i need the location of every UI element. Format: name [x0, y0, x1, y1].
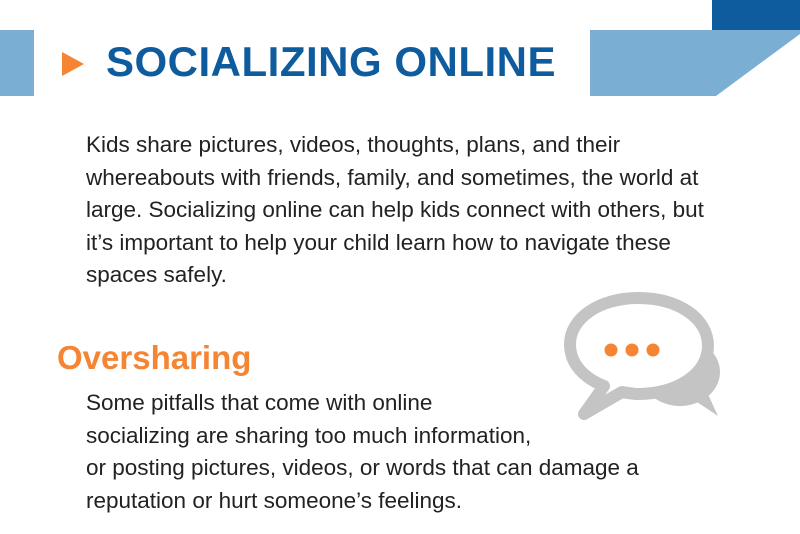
paragraph-line: or posting pictures, videos, or words that can damage a	[86, 455, 639, 480]
paragraph-line: Some pitfalls that come with online	[86, 390, 433, 415]
oversharing-paragraph	[86, 387, 639, 517]
page-title: SOCIALIZING ONLINE	[106, 38, 556, 85]
intro-paragraph: Kids share pictures, videos, thoughts, plans, and their whereabouts with friends, family, and sometimes, the world at large. Socializing online can help kids connect with others, but it’s important to help your child learn how to navigate these spaces safely.	[86, 132, 704, 287]
paragraph-line: reputation or hurt someone’s feelings.	[86, 487, 463, 513]
paragraph-line: socializing are sharing too much information,	[86, 422, 532, 448]
top-right-decorative-band	[712, 0, 800, 30]
chat-bubbles-icon	[560, 292, 735, 422]
play-arrow-icon	[62, 52, 84, 76]
right-decorative-band	[590, 30, 800, 96]
section-heading-oversharing: Oversharing	[57, 339, 252, 376]
left-decorative-band	[0, 30, 34, 96]
